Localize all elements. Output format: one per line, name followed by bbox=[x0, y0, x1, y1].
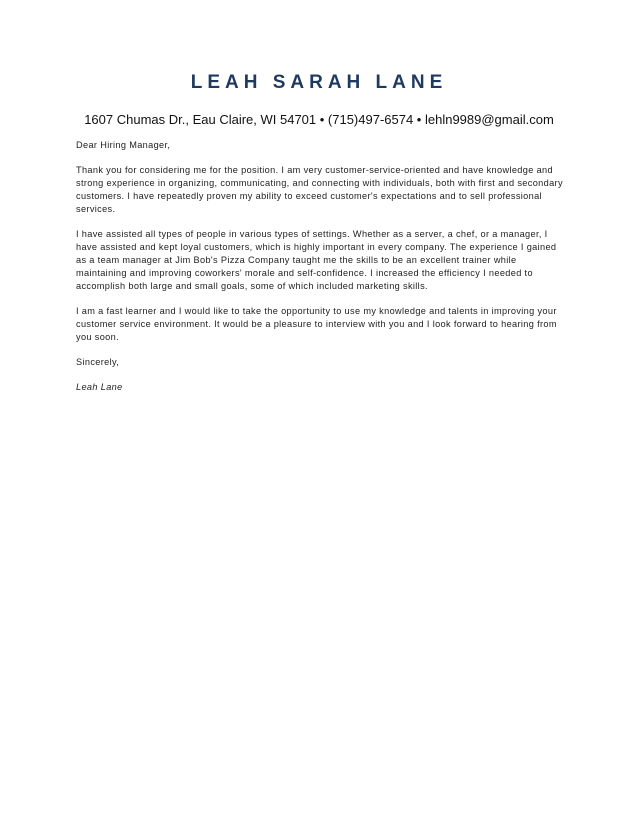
letter-body bbox=[76, 139, 566, 406]
paragraph-2: I have assisted all types of people in various types of settings. Whether as a server, a chef, or a manager, I have assisted and kept loyal customers, which is highly important in every company. The experience I gained as a team manager at Jim Bob's Pizza Company taught me the skills to be an excellent trainer while maintaining and improving coworkers' morale and self-confidence. I increased the efficiency I needed to accomplish both large and small goals, some of which included marketing skills. bbox=[76, 229, 557, 291]
signature: Leah Lane bbox=[76, 382, 123, 392]
contact-line: 1607 Chumas Dr., Eau Claire, WI 54701 • (715)497-6574 • lehln9989@gmail.com bbox=[84, 112, 554, 127]
applicant-name: LEAH SARAH LANE bbox=[190, 72, 448, 93]
salutation: Dear Hiring Manager, bbox=[76, 140, 171, 150]
closing: Sincerely, bbox=[76, 357, 120, 367]
paragraph-1: Thank you for considering me for the position. I am very customer-service-oriented and have knowledge and strong experience in organizing, communicating, and connecting with individuals, both with first and secondary customers. I have repeatedly proven my ability to exceed customer's expectations and to sell professional services. bbox=[76, 165, 563, 214]
paragraph-3: I am a fast learner and I would like to take the opportunity to use my knowledge and talents in improving your customer service environment. It would be a pleasure to interview with you and I look forward to hearing from you soon. bbox=[76, 306, 557, 342]
